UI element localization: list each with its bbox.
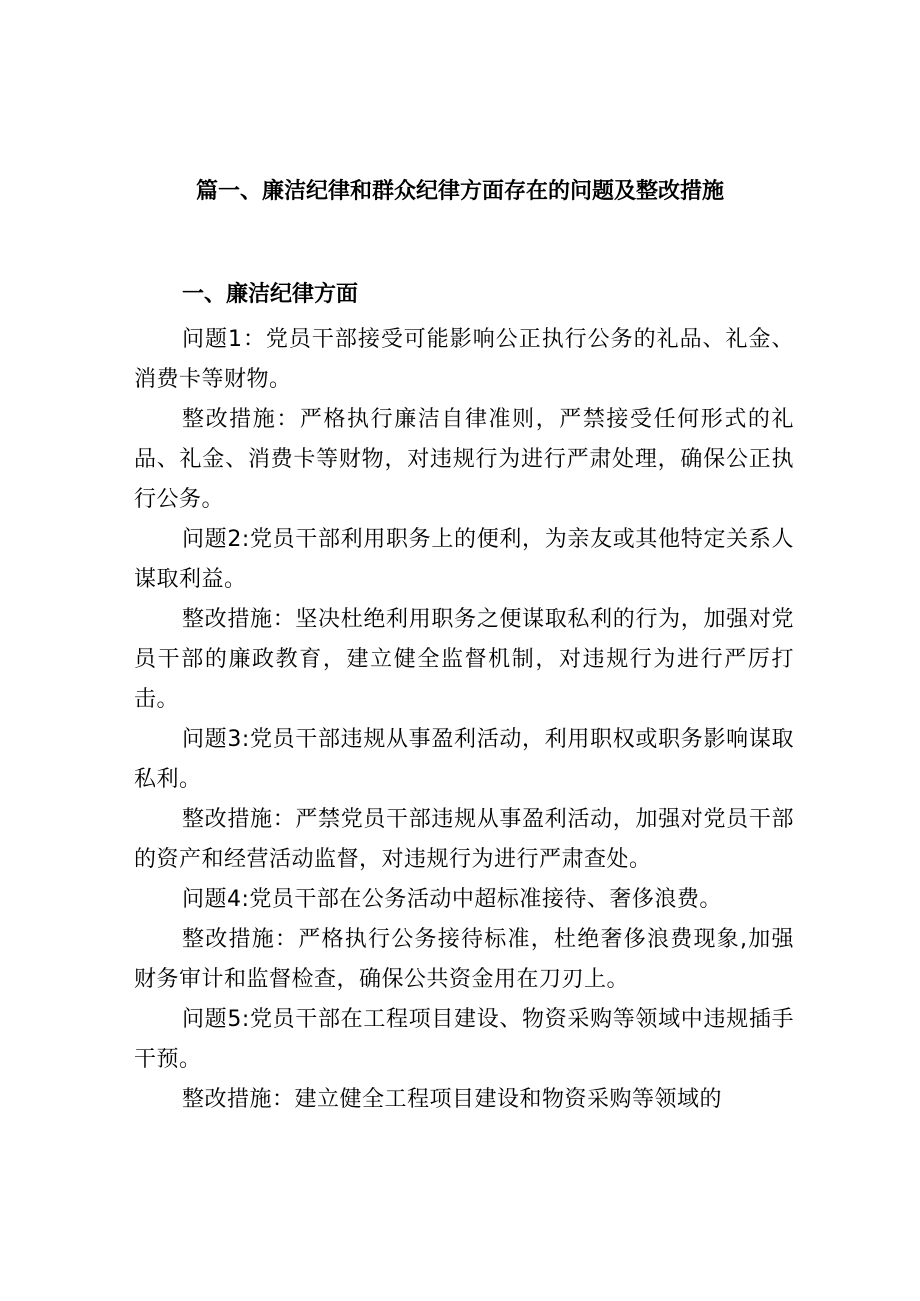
paragraph-measure-5: 整改措施：建立健全工程项目建设和物资采购等领域的 — [182, 1087, 723, 1112]
paragraph-problem-2: 问题2:党员干部利用职务上的便利，为亲友或其他特定关系人谋取利益。 — [134, 527, 794, 592]
paragraph-problem-5: 问题5:党员干部在工程项目建设、物资采购等领域中违规插手干预。 — [134, 1007, 794, 1072]
section-heading: 一、廉洁纪律方面 — [182, 282, 359, 307]
paragraph-problem-3: 问题3:党员干部违规从事盈利活动，利用职权或职务影响谋取私利。 — [134, 727, 794, 792]
paragraph-problem-1: 问题1：党员干部接受可能影响公正执行公务的礼品、礼金、消费卡等财物。 — [134, 327, 794, 392]
paragraph-measure-4: 整改措施：严格执行公务接待标准，杜绝奢侈浪费现象,加强财务审计和监督检查，确保公共资金用在刀刃上。 — [134, 927, 794, 992]
paragraph-measure-1: 整改措施：严格执行廉洁自律准则，严禁接受任何形式的礼品、礼金、消费卡等财物，对违规行为进行严肃处理，确保公正执行公务。 — [134, 407, 794, 512]
paragraph-problem-4: 问题4:党员干部在公务活动中超标准接待、奢侈浪费。 — [182, 887, 722, 912]
document-title: 篇一、廉洁纪律和群众纪律方面存在的问题及整改措施 — [195, 179, 724, 204]
paragraph-measure-3: 整改措施：严禁党员干部违规从事盈利活动，加强对党员干部的资产和经营活动监督，对违规行为进行严肃查处。 — [134, 807, 794, 872]
document-body — [134, 320, 794, 1120]
paragraph-measure-2: 整改措施：坚决杜绝利用职务之便谋取私利的行为，加强对党员干部的廉政教育，建立健全监督机制，对违规行为进行严厉打击。 — [134, 607, 794, 712]
